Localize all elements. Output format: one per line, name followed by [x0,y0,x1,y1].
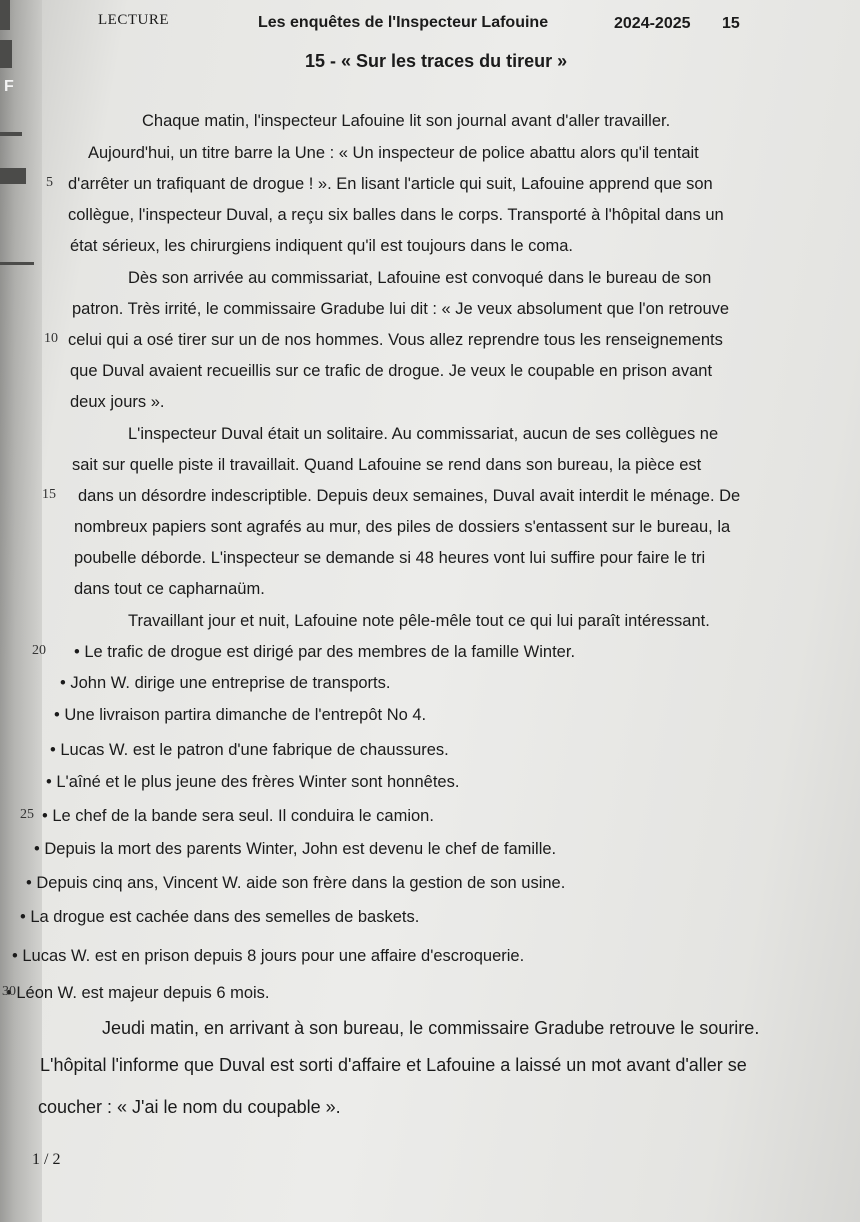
text-line: Chaque matin, l'inspecteur Lafouine lit son journal avant d'aller travailler. [142,112,671,130]
text-line: Travaillant jour et nuit, Lafouine note pêle-mêle tout ce qui lui paraît intéressant. [128,612,710,630]
clue-item: • L'aîné et le plus jeune des frères Winter sont honnêtes. [46,772,459,792]
margin-tab [0,0,10,30]
clue-item: • Une livraison partira dimanche de l'entrepôt No 4. [54,705,426,725]
text-line: que Duval avaient recueillis sur ce trafic de drogue. Je veux le coupable en prison avant [70,362,713,380]
text-line: Aujourd'hui, un titre barre la Une : « Un inspecteur de police abattu alors qu'il tentait [88,144,699,162]
text-line: poubelle déborde. L'inspecteur se demande si 48 heures vont lui suffire pour faire le tri [74,549,706,567]
text-line: Dès son arrivée au commissariat, Lafouine est convoqué dans le bureau de son [128,269,712,287]
header-section: LECTURE [98,12,169,28]
clue-item: • Lucas W. est en prison depuis 8 jours pour une affaire d'escroquerie. [12,946,524,966]
line-number: 25 [20,807,34,822]
margin-tab [0,168,26,184]
line-number: 10 [44,331,58,346]
text-line: L'hôpital l'informe que Duval est sorti d'affaire et Lafouine a laissé un mot avant d'aller se [40,1055,747,1075]
text-line: Jeudi matin, en arrivant à son bureau, le commissaire Gradube retrouve le sourire. [102,1018,760,1038]
text-line: deux jours ». [70,393,165,411]
text-line: coucher : « J'ai le nom du coupable ». [38,1097,341,1117]
text-line: dans tout ce capharnaüm. [74,580,265,598]
clue-item: • Le trafic de drogue est dirigé par des membres de la famille Winter. [74,642,575,662]
clue-item: • Le chef de la bande sera seul. Il conduira le camion. [42,806,434,826]
clue-item: • Lucas W. est le patron d'une fabrique de chaussures. [50,740,449,760]
text-line: collègue, l'inspecteur Duval, a reçu six balles dans le corps. Transporté à l'hôpital dans un [68,206,724,224]
text-line: sait sur quelle piste il travaillait. Quand Lafouine se rend dans son bureau, la pièce est [72,456,702,474]
text-line: patron. Très irrité, le commissaire Gradube lui dit : « Je veux absolument que l'on retrouve [72,300,730,318]
header-year: 2024-2025 [614,15,691,32]
header-series-title: Les enquêtes de l'Inspecteur Lafouine [258,14,549,31]
clue-item: • La drogue est cachée dans des semelles de baskets. [20,907,419,927]
margin-tab [0,132,22,136]
text-line: L'inspecteur Duval était un solitaire. Au commissariat, aucun de ses collègues ne [128,425,719,443]
clue-item: • Léon W. est majeur depuis 6 mois. [6,983,270,1003]
page-number: 1 / 2 [32,1151,61,1168]
chapter-title: 15 - « Sur les traces du tireur » [305,51,568,71]
text-line: celui qui a osé tirer sur un de nos hommes. Vous allez reprendre tous les renseignements [68,331,723,349]
line-number: 5 [46,175,53,190]
margin-tab [0,40,12,68]
text-line: dans un désordre indescriptible. Depuis deux semaines, Duval avait interdit le ménage. De [78,487,741,505]
line-number: 15 [42,487,56,502]
clue-item: • Depuis cinq ans, Vincent W. aide son frère dans la gestion de son usine. [26,873,565,893]
text-line: nombreux papiers sont agrafés au mur, des piles de dossiers s'entassent sur le bureau, la [74,518,731,536]
header-number: 15 [722,15,740,32]
text-line: état sérieux, les chirurgiens indiquent qu'il est toujours dans le coma. [70,237,574,255]
margin-tab [0,262,34,265]
line-number: 20 [32,643,46,658]
margin-tab-letter: F [4,78,14,95]
clue-item: • John W. dirige une entreprise de transports. [60,673,390,693]
text-line: d'arrêter un trafiquant de drogue ! ». En lisant l'article qui suit, Lafouine apprend que son [68,175,713,193]
line-number: 30 [2,984,16,999]
clue-item: • Depuis la mort des parents Winter, John est devenu le chef de famille. [34,839,556,859]
